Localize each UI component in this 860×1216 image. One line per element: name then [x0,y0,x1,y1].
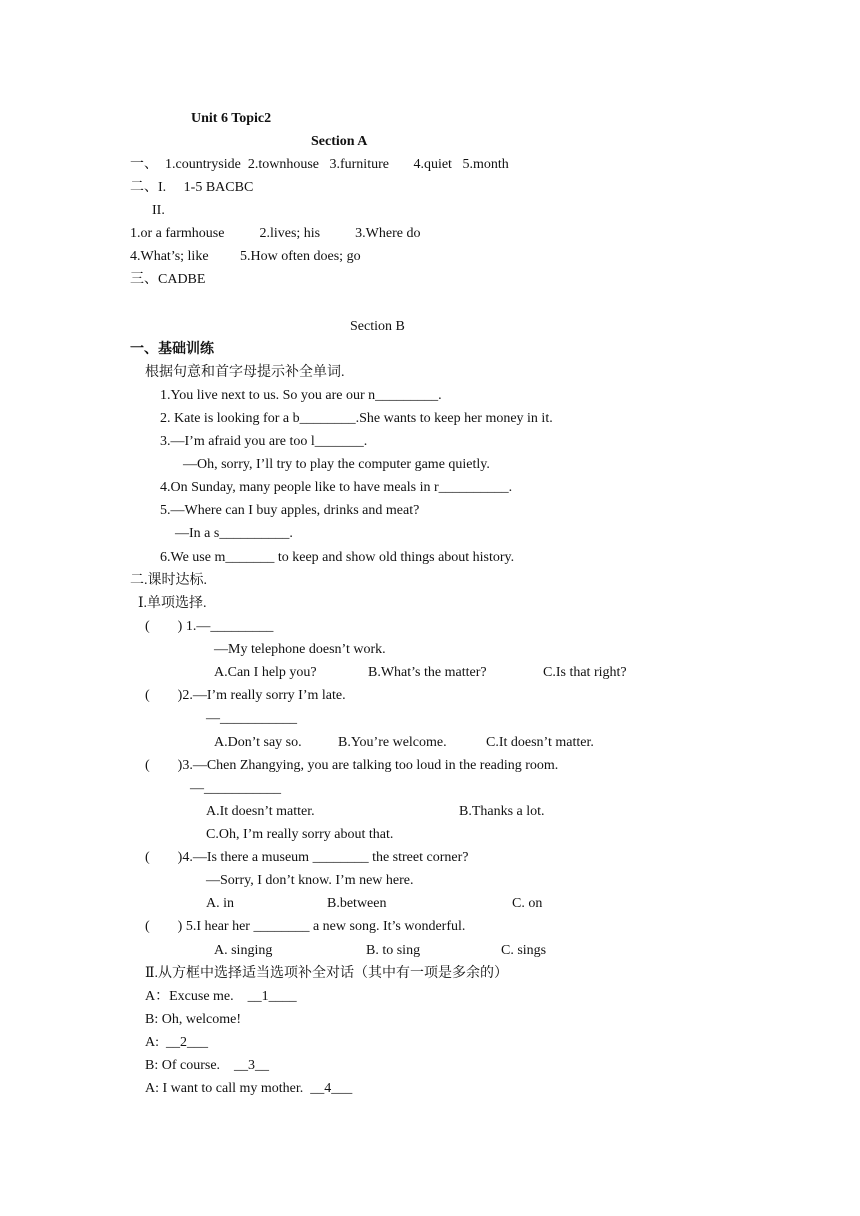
dialogue-line: B: Oh, welcome! [145,1012,242,1027]
mc-option: C.It doesn’t matter. [486,735,594,750]
fill-item: 1.You live next to us. So you are our n_________. [160,388,442,403]
mc-option: B.What’s the matter? [368,665,487,680]
fill-item: —Oh, sorry, I’ll try to play the computer game quietly. [183,457,490,472]
part1-heading: 一、基础训练 [130,342,214,357]
section-b-title: Section B [350,319,405,334]
mc-line: —___________ [190,781,281,796]
section-a-q2-i: 二、I. 1-5 BACBC [130,180,254,195]
instruction: 根据句意和首字母提示补全单词. [145,365,345,380]
fill-item: 6.We use m_______ to keep and show old things about history. [160,550,515,565]
mc-option: A.It doesn’t matter. [206,804,315,819]
section-a-title: Section A [311,134,368,149]
mc-question: ( )3.—Chen Zhangying, you are talking too loud in the reading room. [145,758,559,773]
mc-question: ( ) 5.I hear her ________ a new song. It’s wonderful. [145,919,466,934]
mc-line: —Sorry, I don’t know. I’m new here. [206,873,414,888]
doc-title: Unit 6 Topic2 [191,111,272,126]
fill-item: 5.—Where can I buy apples, drinks and meat? [160,503,420,518]
mc-option: C. sings [501,943,547,958]
part2-heading: 二.课时达标. [130,573,207,588]
mc-line: —My telephone doesn’t work. [214,642,386,657]
mc-option: C.Is that right? [543,665,627,680]
mc-question: ( )4.—Is there a museum ________ the street corner? [145,850,469,865]
mc-option: A.Can I help you? [214,665,317,680]
mc-question: ( )2.—I’m really sorry I’m late. [145,688,346,703]
mc-option: A.Don’t say so. [214,735,302,750]
mc-option: B.Thanks a lot. [459,804,545,819]
section-a-q1: 一、 1.countryside 2.townhouse 3.furniture 4.quiet 5.month [130,157,509,172]
dialogue-line: A: __2___ [145,1035,208,1050]
fill-item: 4.On Sunday, many people like to have meals in r__________. [160,480,513,495]
mc-option: A. singing [214,943,273,958]
fill-item: —In a s__________. [175,526,293,541]
fill-item: 2. Kate is looking for a b________.She wants to keep her money in it. [160,411,553,426]
mc-option: B.between [327,896,387,911]
section-a-q3: 三、CADBE [130,272,206,287]
dialogue-line: A: I want to call my mother. __4___ [145,1081,353,1096]
mc-option: C. on [512,896,543,911]
section-a-q2-ii-label: II. [152,203,165,218]
mc-option: B.You’re welcome. [338,735,447,750]
mc-question: ( ) 1.—_________ [145,619,274,634]
mc-heading: Ⅰ.单项选择. [138,596,207,611]
fill-item: 3.—I’m afraid you are too l_______. [160,434,368,449]
section-a-q2-ii-b: 4.What’s; like 5.How often does; go [130,249,361,264]
dialogue-line: B: Of course. __3__ [145,1058,270,1073]
dialogue-line: A：Excuse me. __1____ [145,989,297,1004]
mc-line: —___________ [206,711,297,726]
mc-option: A. in [206,896,234,911]
mc-option: C.Oh, I’m really sorry about that. [206,827,394,842]
mc-option: B. to sing [366,943,421,958]
dialogue-heading: Ⅱ.从方框中选择适当选项补全对话（其中有一项是多余的） [145,966,509,981]
section-a-q2-ii-a: 1.or a farmhouse 2.lives; his 3.Where do [130,226,421,241]
